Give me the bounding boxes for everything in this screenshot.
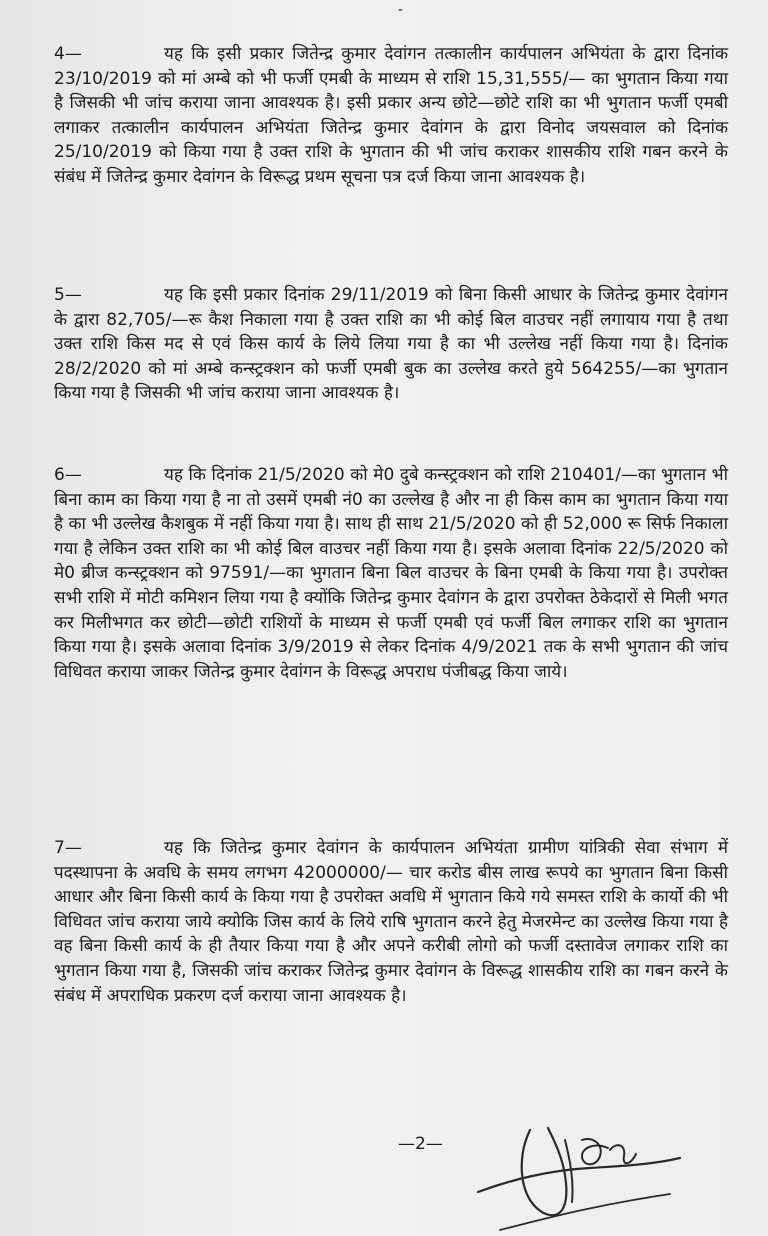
top-mark: - bbox=[398, 2, 404, 18]
paragraph-number: 5— bbox=[54, 285, 82, 305]
paragraph-number: 6— bbox=[54, 465, 82, 485]
page-number: —2— bbox=[398, 1134, 443, 1154]
paragraph-text: यह कि दिनांक 21/5/2020 को मे0 दुबे कन्स्ट्रक्शन को राशि 210401/—का भुगतान भी बिना काम का किया गया है ना तो उसमें एमबी नं0 का उल्लेख है और ना ही किस काम का भुगतान किया गया है का भी उल्लेख कैशबुक में नहीं किया गया है। साथ ही साथ 21/5/2020 को ही 52,000 रू सिर्फ निकाला गया है लेकिन उक्त राशि का भी कोई बिल वाउचर नहीं किया गया है। इसके अलावा दिनांक 22/5/2020 को मे0 ब्रीज कन्स्ट्रक्शन को 97591/—का भुगतान बिना बिल वाउचर के बिना एमबी के किया गया है। उपरोक्त सभी राशि में मोटी कमिशन लिया गया है क्योंकि जितेन्द्र कुमार देवांगन के द्वारा उपरोक्त ठेकेदारों से मिली भगत कर मिलीभगत कर छोटी—छोटी राशियों के माध्यम से फर्जी एमबी एवं फर्जी बिल लगाकर राशि का भुगतान किया गया है। इसके अलावा दिनांक 3/9/2019 से लेकर दिनांक 4/9/2021 तक के सभी भुगतान की जांच विधिवत कराया जाकर जितेन्द्र कुमार देवांगन के विरूद्ध अपराध पंजीबद्ध किया जाये। bbox=[54, 465, 728, 682]
paragraph-4 bbox=[54, 42, 728, 190]
paragraph-text: यह कि जितेन्द्र कुमार देवांगन के कार्यपालन अभियंता ग्रामीण यांत्रिकी सेवा संभाग में पदस्थापना के अवधि के समय लगभग 42000000/— चार करोड बीस लाख रूपये का भुगतान बिना किसी आधार और बिना किसी कार्य के किया गया है उपरोक्त अवधि में भुगतान किये गये समस्त राशि के कार्यो की भी विधिवत जांच कराया जाये क्योकि जिस कार्य के लिये राषि भुगतान करने हेतु मेजरमेन्ट का उल्लेख किया गया है वह बिना किसी कार्य के ही तैयार किया गया है और अपने करीबी लोगो को फर्जी दस्तावेज लगाकर राशि का भुगतान किया गया है, जिसकी जांच कराकर जितेन्द्र कुमार देवांगन के विरूद्ध शासकीय राशि का गबन करने के संबंध में अपराधिक प्रकरण दर्ज कराया जाना आवश्यक है। bbox=[54, 838, 728, 1006]
paragraph-7 bbox=[54, 836, 728, 1008]
paragraph-text: यह कि इसी प्रकार जितेन्द्र कुमार देवांगन तत्कालीन कार्यपालन अभियंता के द्वारा दिनांक 23/10/2019 को मां अम्बे को भी फर्जी एमबी के माध्यम से राशि 15,31,555/— का भुगतान किया गया है जिसकी भी जांच कराया जाना आवश्यक है। इसी प्रकार अन्य छोटे—छोटे राशि का भी भुगतान फर्जी एमबी लगाकर तत्कालीन कार्यपालन अभियंता जितेन्द्र कुमार देवांगन के द्वारा विनोद जयसवाल को दिनांक 25/10/2019 को किया गया है उक्त राशि के भुगतान की भी जांच कराकर शासकीय राशि गबन करने के संबंध में जितेन्द्र कुमार देवांगन के विरूद्ध प्रथम सूचना पत्र दर्ज किया जाना आवश्यक है। bbox=[54, 44, 728, 187]
paragraph-6 bbox=[54, 463, 728, 684]
paragraph-5 bbox=[54, 283, 728, 406]
paragraph-number: 7— bbox=[54, 838, 82, 858]
handwritten-signature bbox=[470, 1110, 710, 1236]
paragraph-number: 4— bbox=[54, 44, 82, 64]
paragraph-text: यह कि इसी प्रकार दिनांक 29/11/2019 को बिना किसी आधार के जितेन्द्र कुमार देवांगन के द्वारा 82,705/—रू कैश निकाला गया है उक्त राशि का भी कोई बिल वाउचर नहीं लगायाय गया है तथा उक्त राशि किस मद से एवं किस कार्य के लिये लिया गया है का भी उल्लेख नहीं किया गया है। दिनांक 28/2/2020 को मां अम्बे कन्स्ट्रक्शन को फर्जी एमबी बुक का उल्लेख करते हुये 564255/—का भुगतान किया गया है जिसकी भी जांच कराया जाना आवश्यक है। bbox=[54, 285, 728, 404]
